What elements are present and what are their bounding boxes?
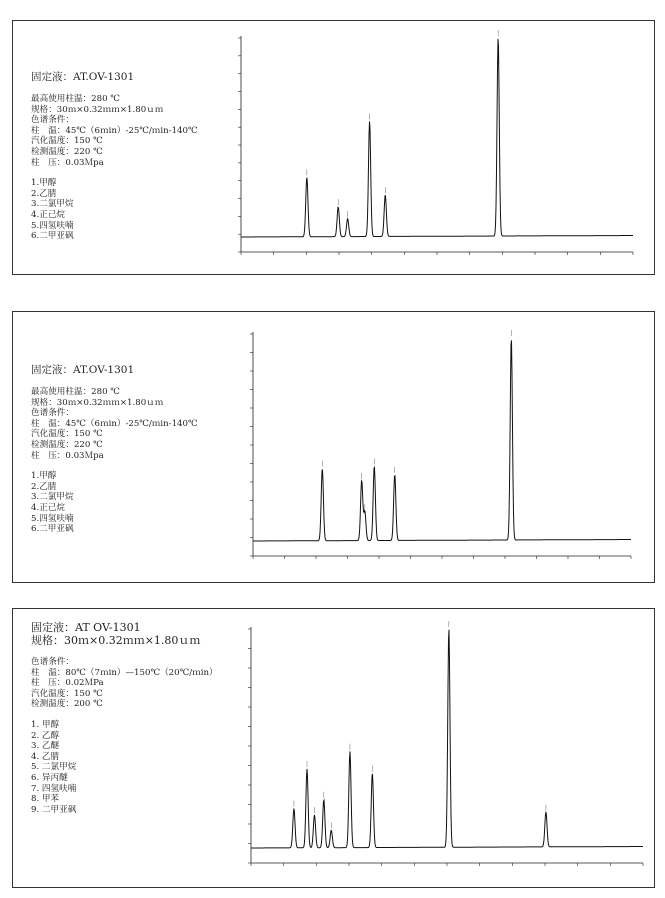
condition-line: 柱 压：0.02ＭPa: [31, 678, 104, 689]
compound-item: 6.二甲亚砜: [31, 524, 74, 535]
chromatogram-trace: [253, 340, 631, 541]
compound-item: 5.四氢呋喃: [31, 513, 74, 524]
chromatogram-trace: [251, 630, 643, 848]
condition-line: 柱 温：45℃（6ｍin）-25℃/ｍin-140℃: [31, 125, 198, 136]
chromatogram-plot-1: [235, 34, 635, 264]
condition-line: 柱 压：0.03Ｍpa: [31, 157, 104, 168]
compound-item: 5. 二氯甲烷: [31, 762, 77, 773]
chromatogram-plot-3: [245, 625, 645, 875]
condition-line: 最高使用柱温：280 ℃: [31, 387, 120, 397]
compound-item: 1. 甲醇: [31, 719, 60, 730]
panel-3-info: [31, 621, 218, 815]
chromatogram-trace: [241, 39, 633, 237]
condition-line: 检测温度：220 ℃: [31, 439, 103, 450]
compound-item: 3.二氯甲烷: [31, 492, 74, 503]
compound-item: 3.二氯甲烷: [31, 199, 74, 210]
condition-line: 色谱条件：: [31, 657, 74, 667]
compound-item: 4.正己烷: [31, 502, 65, 513]
condition-line: 汽化温度：150 ℃: [31, 136, 103, 147]
condition-line: 色谱条件：: [31, 408, 74, 419]
panel-1-info: [31, 71, 198, 242]
compound-item: 1.甲醇: [31, 471, 57, 482]
stationary-phase-label: 固定液：AT OV-1301: [31, 621, 141, 634]
compound-item: 4. 乙腈: [31, 751, 60, 762]
condition-line: 检测温度：220 ℃: [31, 146, 103, 157]
condition-line: 柱 温：80℃（7ｍin）—150℃（20℃/ｍin）: [31, 667, 218, 678]
condition-line: 规格：30ｍ×0.32ｍｍ×1.80ｕｍ: [31, 104, 164, 115]
compound-item: 3. 乙醚: [31, 741, 60, 752]
condition-line: 色谱条件：: [31, 115, 74, 126]
chromatogram-panel-2: [12, 311, 655, 583]
chromatogram-panel-1: [12, 20, 655, 275]
chromatogram-plot-2: [247, 330, 633, 568]
compound-item: 6.二甲亚砜: [31, 231, 74, 242]
compound-item: 4.正己烷: [31, 209, 65, 220]
compound-item: 5.四氢呋喃: [31, 220, 74, 231]
condition-line: 柱 压：0.03Ｍpa: [31, 450, 104, 461]
compound-item: 2.乙腈: [31, 188, 57, 199]
stationary-phase-label: 固定液：AT.OV-1301: [31, 71, 135, 83]
condition-line: 最高使用柱温：280 ℃: [31, 94, 120, 104]
condition-line: 汽化温度：150 ℃: [31, 688, 103, 699]
compound-item: 1.甲醇: [31, 178, 57, 189]
condition-line: 检测温度：200 ℃: [31, 699, 103, 710]
compound-item: 2.乙腈: [31, 481, 57, 492]
panel-2-info: [31, 364, 198, 535]
condition-line: 柱 温：45℃（6ｍin）-25℃/ｍin-140℃: [31, 418, 198, 429]
spec-label: 规格：30ｍ×0.32ｍｍ×1.80ｕｍ: [31, 634, 201, 647]
compound-item: 7. 四氢呋喃: [31, 783, 77, 794]
condition-line: 汽化温度：150 ℃: [31, 429, 103, 440]
compound-item: 9. 二甲亚砜: [31, 804, 77, 815]
compound-item: 6. 异丙醚: [31, 772, 68, 783]
condition-line: 规格：30ｍ×0.32ｍｍ×1.80ｕｍ: [31, 397, 164, 408]
stationary-phase-label: 固定液：AT.OV-1301: [31, 364, 135, 376]
compound-item: 8. 甲苯: [31, 794, 60, 805]
compound-item: 2. 乙醇: [31, 730, 60, 741]
chromatogram-panel-3: [12, 608, 655, 888]
